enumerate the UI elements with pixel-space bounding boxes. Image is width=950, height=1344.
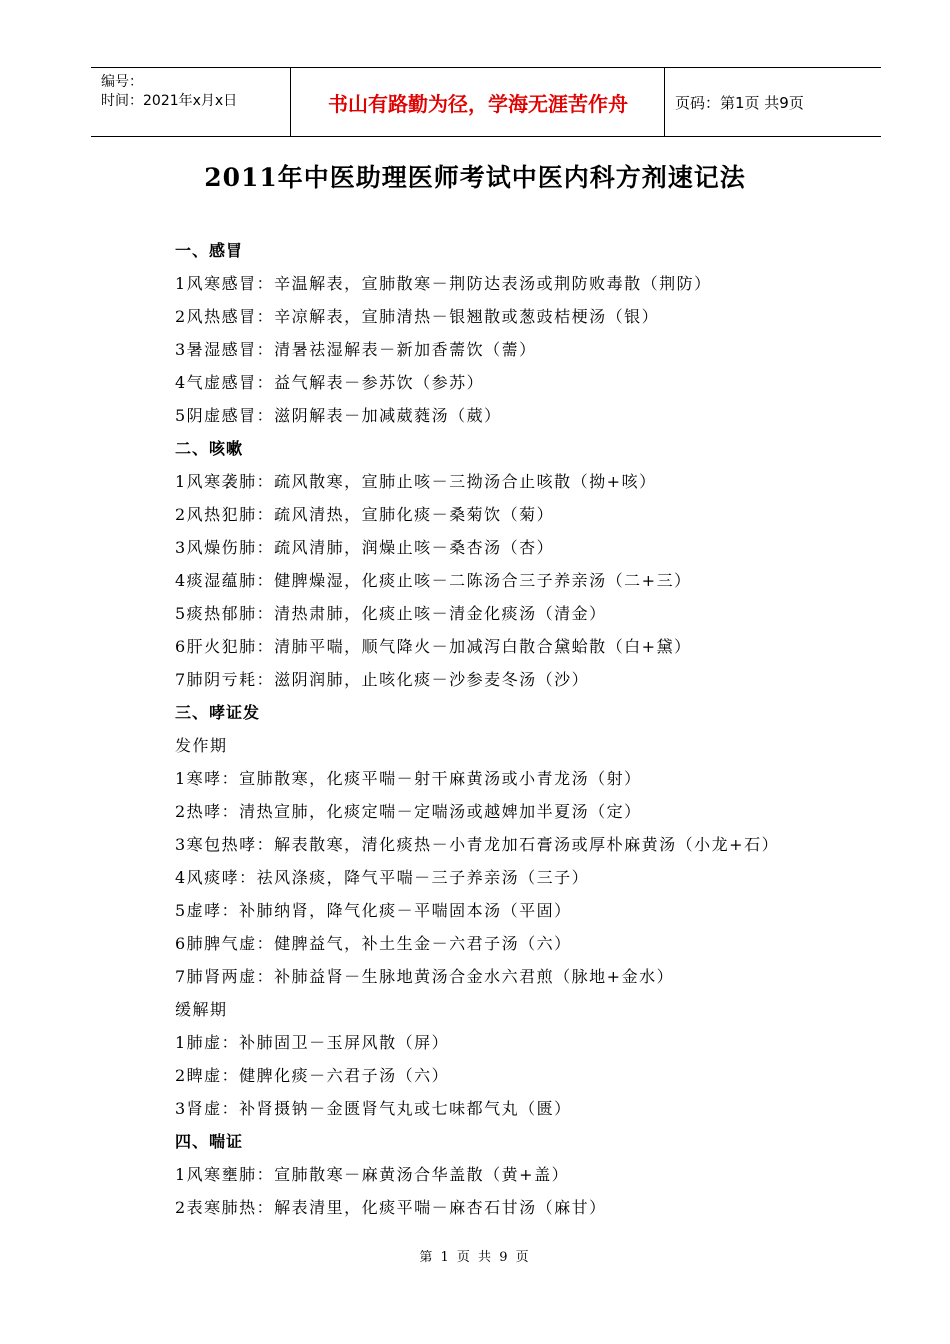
text-line: 缓解期 [175, 1000, 228, 1019]
section-heading: 二、咳嗽 [175, 439, 244, 458]
text-line: 2表寒肺热：解表清里，化痰平喘－麻杏石甘汤（麻甘） [175, 1198, 607, 1217]
text-line: 5阴虚感冒：滋阴解表－加减葳蕤汤（葳） [175, 406, 502, 425]
page-footer: 第 1 页 共 9 页 [419, 1250, 531, 1265]
text-line: 2睥虚：健脾化痰－六君子汤（六） [175, 1066, 450, 1085]
text-line: 7肺肾两虚：补肺益肾－生脉地黄汤合金水六君煎（脉地+金水） [175, 967, 675, 986]
text-line: 4风痰哮：祛风涤痰，降气平喘－三子养亲汤（三子） [175, 868, 590, 887]
text-line: 1风寒壅肺：宣肺散寒－麻黄汤合华盖散（黄+盖） [175, 1165, 570, 1184]
text-line: 3风燥伤肺：疏风清肺，润燥止咳－桑杏汤（杏） [175, 538, 555, 557]
text-line: 1风寒袭肺：疏风散寒，宣肺止咳－三拗汤合止咳散（拗+咳） [175, 472, 657, 491]
text-line: 1寒哮：宣肺散寒，化痰平喘－射干麻黄汤或小青龙汤（射） [175, 769, 642, 788]
text-line: 2风热犯肺：疏风清热，宣肺化痰－桑菊饮（菊） [175, 505, 555, 524]
section-heading: 四、喘证 [175, 1132, 244, 1151]
text-line: 3肾虚：补肾摄钠－金匮肾气丸或七味都气丸（匮） [175, 1099, 572, 1118]
text-line: 1风寒感冒：辛温解表，宣肺散寒－荆防达表汤或荆防败毒散（荆防） [175, 274, 712, 293]
section-heading: 一、感冒 [175, 241, 244, 260]
document-body [175, 234, 875, 1224]
text-line: 3寒包热哮：解表散寒，清化痰热－小青龙加石膏汤或厚朴麻黄汤（小龙+石） [175, 835, 780, 854]
text-line: 2热哮：清热宣肺，化痰定喘－定喘汤或越婢加半夏汤（定） [175, 802, 642, 821]
text-line: 4气虚感冒：益气解表－参苏饮（参苏） [175, 373, 485, 392]
text-line: 5痰热郁肺：清热肃肺，化痰止咳－清金化痰汤（清金） [175, 604, 607, 623]
text-line: 1肺虚：补肺固卫－玉屏风散（屏） [175, 1033, 450, 1052]
page-header [91, 67, 881, 137]
time-label: 时间：2021年x月x日 [101, 93, 238, 109]
header-page-info: 页码：第1页 共9页 [675, 93, 804, 112]
text-line: 4痰湿蕴肺：健脾燥湿，化痰止咳－二陈汤合三子养亲汤（二+三） [175, 571, 692, 590]
text-line: 6肝火犯肺：清肺平喘，顺气降火－加减泻白散合黛蛤散（白+黛） [175, 637, 692, 656]
header-motto: 书山有路勤为径，学海无涯苦作舟 [292, 68, 665, 136]
document-title: 2011年中医助理医师考试中医内科方剂速记法 [204, 163, 746, 192]
text-line: 发作期 [175, 736, 228, 755]
text-line: 3暑湿感冒：清暑祛湿解表－新加香薷饮（薷） [175, 340, 537, 359]
text-line: 2风热感冒：辛凉解表，宣肺清热－银翘散或葱豉桔梗汤（银） [175, 307, 660, 326]
section-heading: 三、哮证发 [175, 703, 261, 722]
text-line: 7肺阴亏耗：滋阴润肺，止咳化痰－沙参麦冬汤（沙） [175, 670, 590, 689]
text-line: 6肺脾气虚：健脾益气，补土生金－六君子汤（六） [175, 934, 572, 953]
text-line: 5虚哮：补肺纳肾，降气化痰－平喘固本汤（平固） [175, 901, 572, 920]
header-meta-cell [91, 68, 291, 136]
number-label: 编号： [101, 74, 143, 90]
